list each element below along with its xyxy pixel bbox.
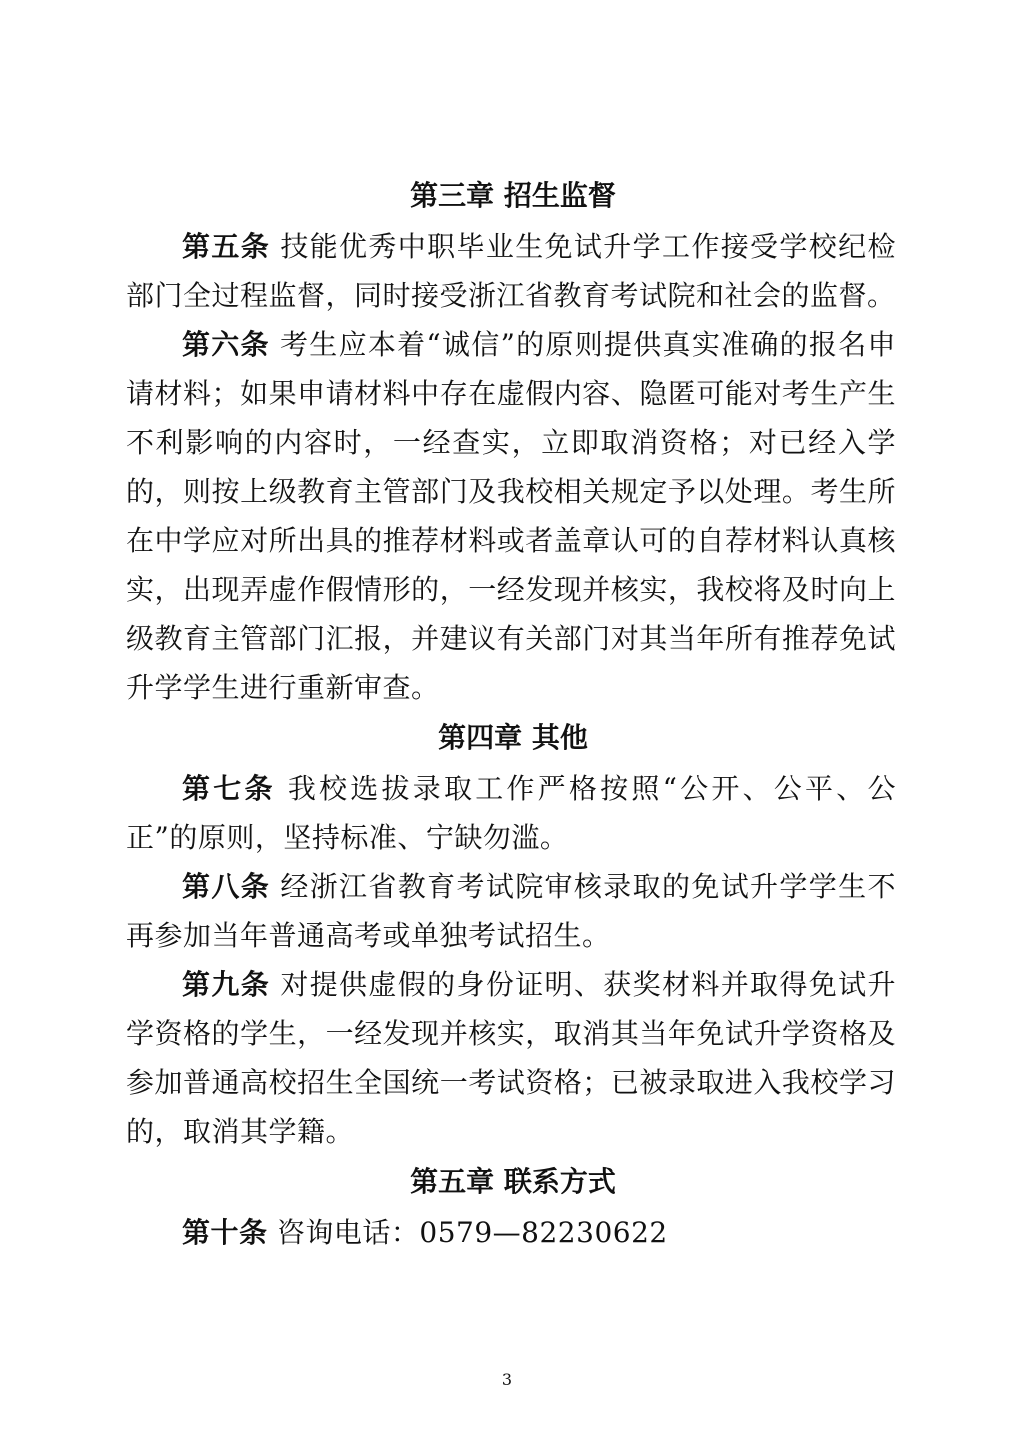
article-text: 经浙江省教育考试院审核录取的免试升学学生不再参加当年普通高考或单独考试招生。 [126, 870, 896, 952]
article-label: 第七条 [182, 772, 276, 805]
chapter-heading: 第四章 其他 [438, 721, 588, 754]
article-text: 考生应本着“诚信”的原则提供真实准确的报名申请材料；如果申请材料中存在虚假内容、隐匿可能对考生产生不利影响的内容时，一经查实，立即取消资格；对已经入学的，则按上级教育主管部门及我校相关规定予以处理。考生所在中学应对所出具的推荐材料或者盖章认可的自荐材料认真核实，出现弄虚作假情形的，一经发现并核实，我校将及时向上级教育主管部门汇报，并建议有关部门对其当年所有推荐免试升学学生进行重新审查。 [126, 328, 896, 704]
article-paragraph [126, 222, 896, 320]
article-paragraph [126, 764, 896, 862]
document-body [126, 170, 896, 1257]
article-text: 技能优秀中职毕业生免试升学工作接受学校纪检部门全过程监督，同时接受浙江省教育考试院和社会的监督。 [126, 230, 896, 312]
article-label: 第六条 [182, 328, 270, 361]
article-paragraph [126, 1208, 896, 1257]
article-paragraph [126, 862, 896, 960]
article-text: 我校选拔录取工作严格按照“公开、公平、公正”的原则，坚持标准、宁缺勿滥。 [126, 772, 896, 854]
page-number: 3 [501, 1370, 513, 1389]
article-text: 对提供虚假的身份证明、获奖材料并取得免试升学资格的学生，一经发现并核实，取消其当年免试升学资格及参加普通高校招生全国统一考试资格；已被录取进入我校学习的，取消其学籍。 [126, 968, 896, 1148]
article-label: 第九条 [182, 968, 271, 1001]
article-text: 咨询电话：0579—82230622 [276, 1216, 668, 1249]
article-label: 第八条 [182, 870, 271, 903]
article-paragraph [126, 960, 896, 1156]
chapter-heading: 第三章 招生监督 [410, 179, 616, 212]
chapter-heading: 第五章 联系方式 [410, 1165, 616, 1198]
article-label: 第五条 [182, 230, 271, 263]
article-label: 第十条 [182, 1216, 268, 1249]
article-paragraph [126, 320, 896, 712]
